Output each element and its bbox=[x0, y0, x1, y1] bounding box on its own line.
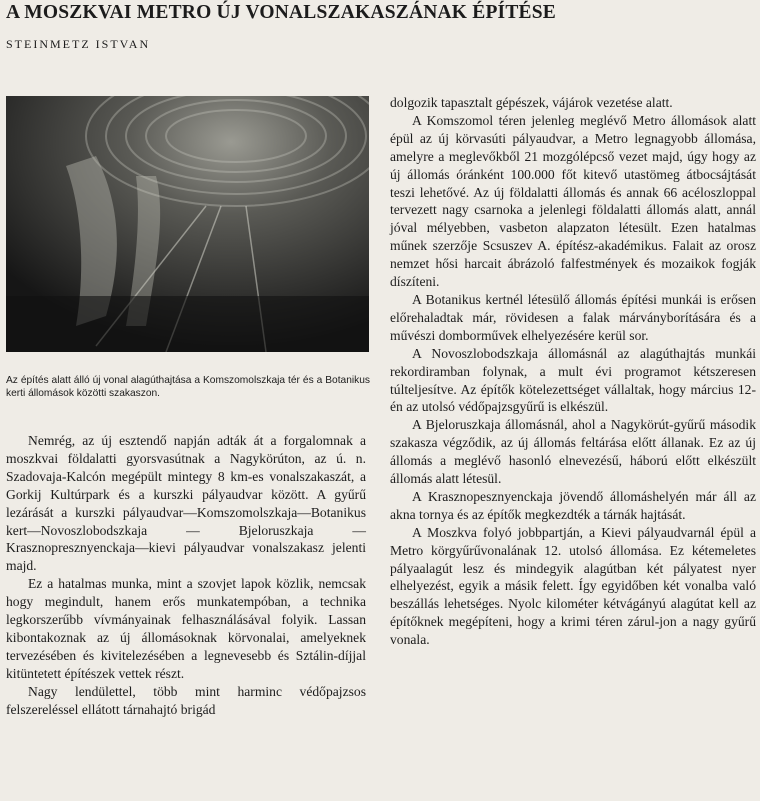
paragraph: Nagy lendülettel, több mint harminc védőpajzsos felszereléssel ellátott tárnahajtó brigád bbox=[6, 683, 366, 717]
paragraph: A Botanikus kertnél létesülő állomás építési munkái is erősen előrehaladtak már, rövidesen a falak márványborítására és a művészi domborművek elhelyezésére kerül sor. bbox=[390, 291, 756, 343]
paragraph: A Moszkva folyó jobbpartján, a Kievi pályaudvarnál épül a Metro körgyűrűvonalának 12. utolsó állomása. Ez kétemeletes pályaalagút lesz és mindegyik alagútban két pályatest nyer elhelyezést, egyik a másik felett. Így egyidőben két vonalba való beszállás lehetséges. Nyolc kilométer kétvágányú alagútat kell az építőknek megépíteni, hogy a krimi téren zárul-jon a nagy gyűrű vonala. bbox=[390, 524, 756, 648]
left-column bbox=[6, 432, 366, 719]
article-author: STEINMETZ ISTVAN bbox=[6, 37, 151, 51]
tunnel-construction-photo bbox=[6, 96, 369, 352]
paragraph: Ez a hatalmas munka, mint a szovjet lapok közlik, nemcsak hogy megindult, hanem erős munkatempóban, a technika legkorszerűbb vívmányainak felhasználásával folyik. Lassan kibontakoznak az új állomásoknak körvonalai, amelyeknek tervezésében és kivitelezésében a legnevesebb és Sztálin-díjjal kitüntetett építészek vettek részt. bbox=[6, 576, 366, 681]
tunnel-photo-icon bbox=[6, 96, 369, 352]
paragraph: Nemrég, az új esztendő napján adták át a forgalomnak a moszkvai földalatti gyorsvasútnak a Nagykörúton, az ú. n. Szadovaja-Kalcón megépült mintegy 8 km-es vonalszakaszát, a Gorkij Kultúrpark és a kurszki pályaudvar között. A gyűrű lezárását a kurszki pályaudvar—Komszomolszkaja—Botanikus kert—Novoszlobodszkaja — Bjeloruszkaja — Krasznopresznyenckaja—kievi pályaudvar vonalszakasz jelenti majd. bbox=[6, 433, 366, 574]
paragraph: A Komszomol téren jelenleg meglévő Metro állomások alatt épül az új körvasúti pályaudvar, a Metro legnagyobb állomása, amelyre a meglevőkből 21 mozgólépcső vezet majd, úgy hogy az új állomás óránként 100.000 főt kitevő utastömeg átbocsájtását teszi lehetővé. Az új földalatti állomás és annak 66 acéloszloppal tervezett nagy csarnoka a jelenlegi földalatti állomás alatt, annál jóval mélyebben, vasbeton alapzaton létesült. Ezen hatalmas műnek szerzője Scsuszev A. építész-akadémikus. Falait az orosz nemzet hősi harcait ábrázoló falfestmények és mozaikok fogják díszíteni. bbox=[390, 112, 756, 290]
paragraph: A Bjeloruszkaja állomásnál, ahol a Nagykörút-gyűrű második szakasza végződik, az új állomás feltárása előtt állanak. Ez az új állomás a meglévő hasonló elnevezésű, háború előtt elkészült állomás alatt létesül. bbox=[390, 417, 756, 487]
right-column bbox=[390, 94, 756, 649]
paragraph: A Novoszlobodszkaja állomásnál az alagúthajtás munkái rekordiramban folynak, a mult évi programot kétszeresen túlteljesítve. Az építők kötelezettséget vállaltak, hogy március 12-én az utolsó védőpajzsgyűrű is elkészül. bbox=[390, 345, 756, 415]
paragraph: dolgozik tapasztalt gépészek, vájárok vezetése alatt. bbox=[390, 95, 673, 110]
article-title: A MOSZKVAI METRO ÚJ VONALSZAKASZÁNAK ÉPÍTÉSE bbox=[6, 2, 557, 23]
paragraph: A Krasznopesznyenckaja jövendő állomáshelyén már áll az akna tornya és az építők megkezdték a tárnák hajtását. bbox=[390, 488, 756, 522]
photo-caption: Az építés alatt álló új vonal alagúthajtása a Komszomolszkaja tér és a Botanikus kerti állomások közötti szakaszon. bbox=[6, 375, 370, 399]
